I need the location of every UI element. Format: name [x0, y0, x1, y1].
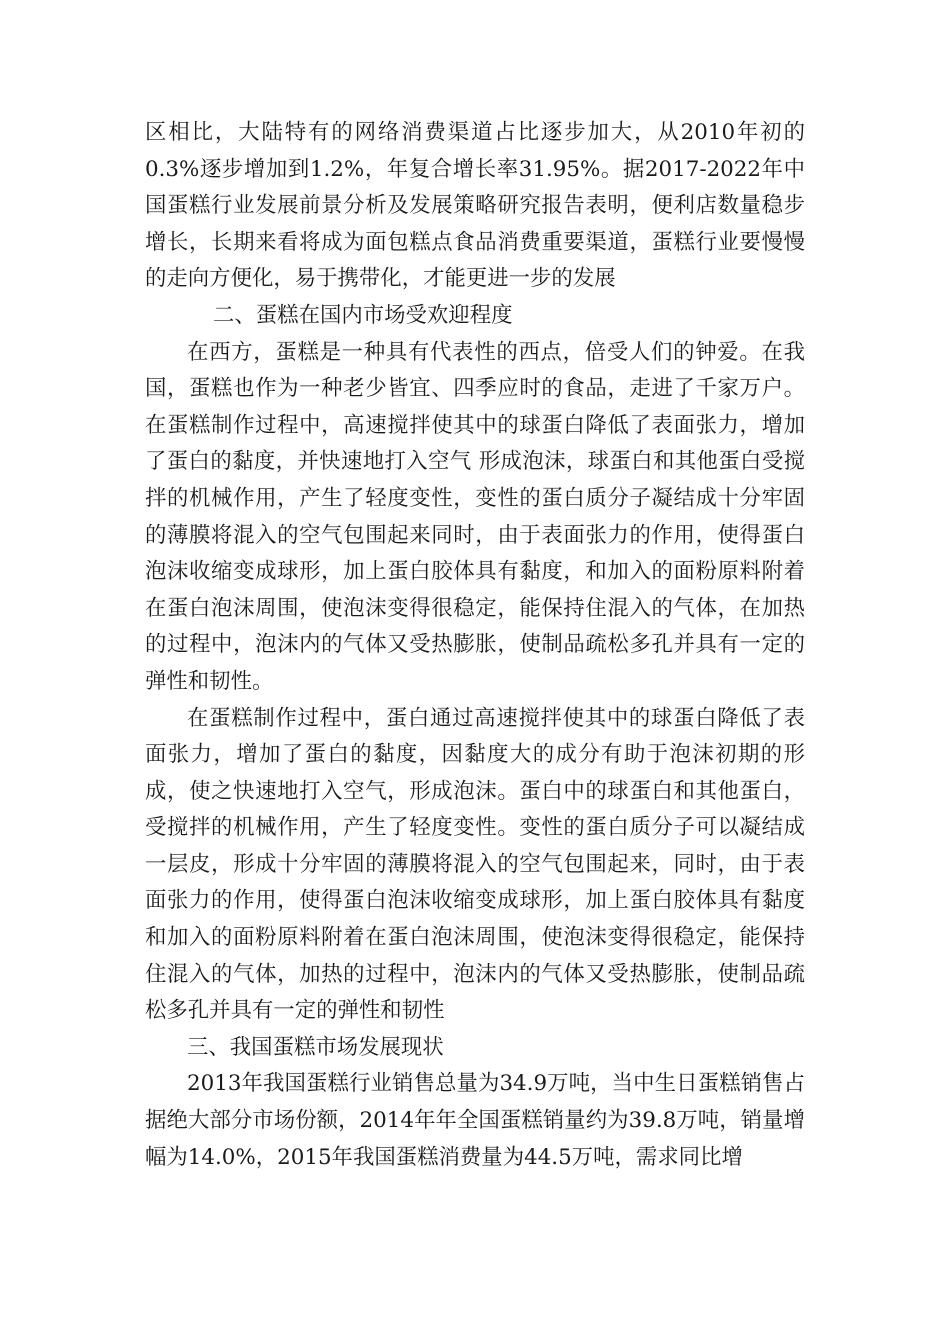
section-heading-market-status: 三、我国蛋糕市场发展现状 [187, 1034, 444, 1060]
section-heading-popularity: 二、蛋糕在国内市场受欢迎程度 [213, 302, 513, 328]
paragraph-egg-white-foam: 在蛋糕制作过程中，蛋白通过高速搅拌使其中的球蛋白降低了表面张力，增加了蛋白的黏度，因黏度大的成分有助于泡沫初期的形成，使之快速地打入空气，形成泡沫。蛋白中的球蛋白和其他蛋白，受搅拌的机械作用，产生了轻度变性。变性的蛋白质分子可以凝结成一层皮，形成十分牢固的薄膜将混入的空气包围起来，同时，由于表面张力的作用，使得蛋白泡沫收缩变成球形，加上蛋白胶体具有黏度和加入的面粉原料附着在蛋白泡沫周围，使泡沫变得很稳定，能保持住混入的气体，加热的过程中，泡沫内的气体又受热膨胀，使制品疏松多孔并具有一定的弹性和韧性 [145, 705, 805, 1024]
document-body [145, 115, 805, 1176]
paragraph-channel-growth: 区相比，大陆特有的网络消费渠道占比逐步加大，从2010年初的0.3%逐步增加到1.2%，年复合增长率31.95%。据2017-2022年中国蛋糕行业发展前景分析及发展策略研究报告表明，便利店数量稳步增长，长期来看将成为面包糕点食品消费重要渠道，蛋糕行业要慢慢的走向方便化，易于携带化，才能更进一步的发展 [145, 120, 805, 292]
paragraph-sales-volume: 2013年我国蛋糕行业销售总量为34.9万吨，当中生日蛋糕销售占据绝大部分市场份额，2014年年全国蛋糕销量约为39.8万吨，销量增幅为14.0%，2015年我国蛋糕消费量为44.5万吨，需求同比增 [145, 1071, 805, 1170]
paragraph-western-cake: 在西方，蛋糕是一种具有代表性的西点，倍受人们的钟爱。在我国，蛋糕也作为一种老少皆宜、四季应时的食品，走进了千家万户。在蛋糕制作过程中，高速搅拌使其中的球蛋白降低了表面张力，增加了蛋白的黏度，并快速地打入空气 形成泡沫，球蛋白和其他蛋白受搅拌的机械作用，产生了轻度变性，变性的蛋白质分子凝结成十分牢固的薄膜将混入的空气包围起来同时，由于表面张力的作用，使得蛋白泡沫收缩变成球形，加上蛋白胶体具有黏度，和加入的面粉原料附着在蛋白泡沫周围，使泡沫变得很稳定，能保持住混入的气体，在加热的过程中，泡沫内的气体又受热膨胀，使制品疏松多孔并具有一定的弹性和韧性。 [145, 339, 805, 694]
